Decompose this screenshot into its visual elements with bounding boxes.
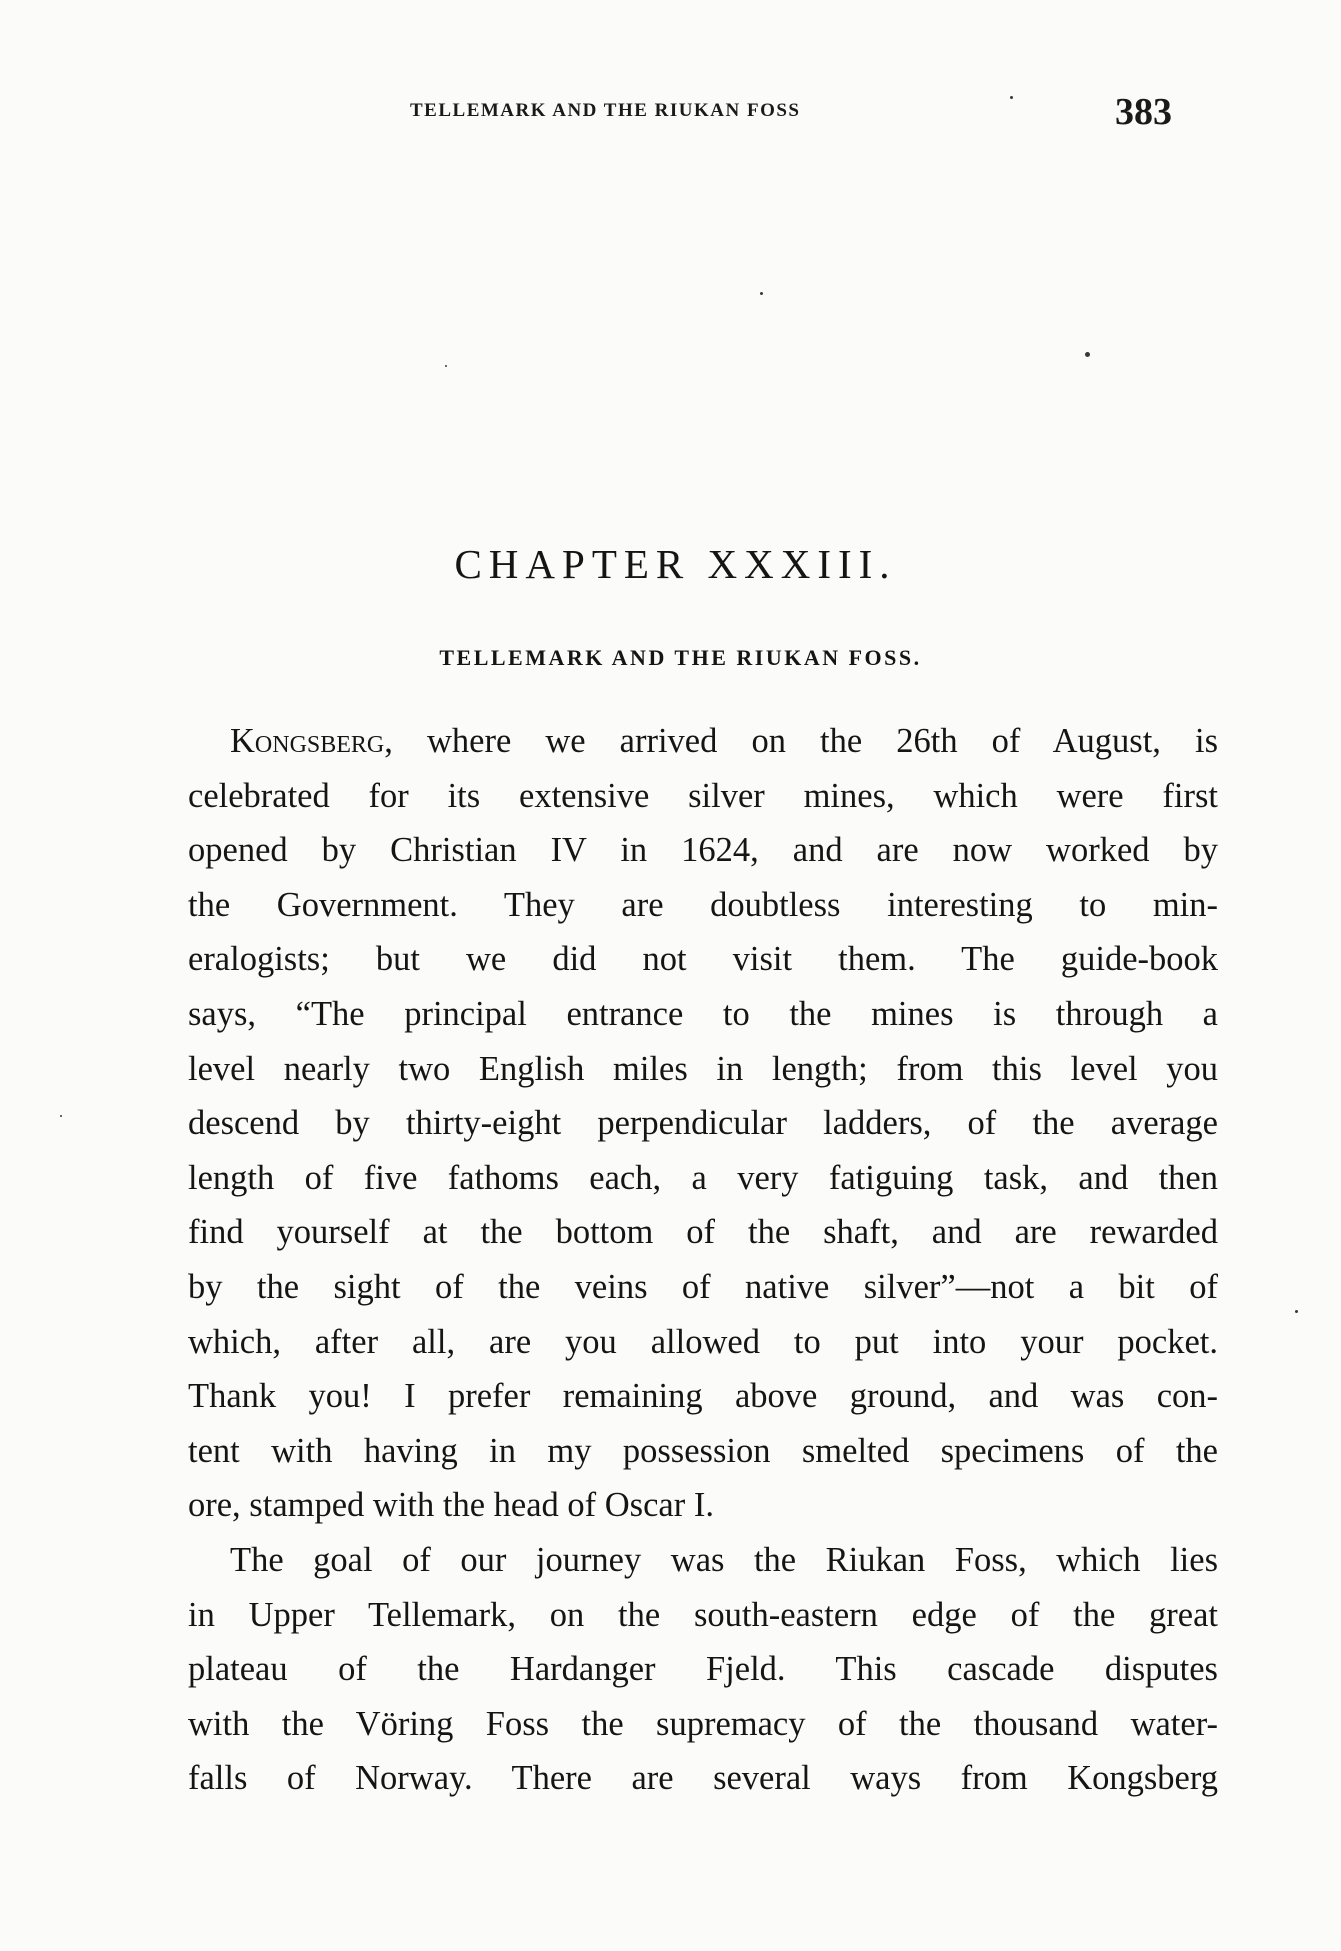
paper-speck xyxy=(1085,352,1090,357)
paper-speck xyxy=(445,365,447,367)
opening-word: Kongsberg, xyxy=(230,722,393,760)
text-line: celebrated for its extensive silver mines, which were first xyxy=(188,776,1218,815)
chapter-heading: CHAPTER XXXIII. xyxy=(454,541,897,587)
paper-speck xyxy=(60,1115,62,1117)
text-line: falls of Norway. There are several ways from Kongsberg xyxy=(188,1759,1218,1798)
running-head-title: TELLEMARK AND THE RIUKAN FOSS xyxy=(410,100,801,121)
text-line: eralogists; but we did not visit them. The guide-book xyxy=(188,940,1218,979)
text-line: level nearly two English miles in length; from this level you xyxy=(188,1049,1218,1088)
text-line: The goal of our journey was the Riukan Foss, which lies xyxy=(230,1540,1218,1579)
running-head xyxy=(0,91,1341,134)
page-number: 383 xyxy=(1115,91,1172,133)
text-line: Kongsberg, where we arrived on the 26th of August, is xyxy=(230,722,1218,760)
text-line: ore, stamped with the head of Oscar I. xyxy=(188,1486,714,1525)
chapter-subtitle: TELLEMARK AND THE RIUKAN FOSS. xyxy=(439,645,922,670)
text-line: in Upper Tellemark, on the south-eastern edge of the great xyxy=(188,1595,1218,1634)
paper-speck xyxy=(1010,96,1013,99)
text-line: by the sight of the veins of native silver”—not a bit of xyxy=(188,1267,1218,1306)
paper-speck xyxy=(760,292,763,295)
text-line: says, “The principal entrance to the mines is through a xyxy=(188,994,1218,1033)
text-line: find yourself at the bottom of the shaft, and are rewarded xyxy=(188,1213,1218,1252)
text-line: Thank you! I prefer remaining above ground, and was con- xyxy=(188,1377,1218,1416)
text-line: the Government. They are doubtless interesting to min- xyxy=(188,885,1218,924)
text-line: which, after all, are you allowed to put into your pocket. xyxy=(188,1322,1218,1361)
body-text xyxy=(188,714,1218,1806)
text-line: tent with having in my possession smelted specimens of the xyxy=(188,1431,1218,1470)
text-line: descend by thirty-eight perpendicular ladders, of the average xyxy=(188,1104,1218,1143)
text-line: plateau of the Hardanger Fjeld. This cascade disputes xyxy=(188,1650,1218,1689)
text-line: with the Vöring Foss the supremacy of the thousand water- xyxy=(188,1704,1218,1743)
text-line: opened by Christian IV in 1624, and are now worked by xyxy=(188,831,1218,870)
text-line: length of five fathoms each, a very fatiguing task, and then xyxy=(188,1158,1218,1197)
paper-speck xyxy=(1295,1310,1298,1313)
